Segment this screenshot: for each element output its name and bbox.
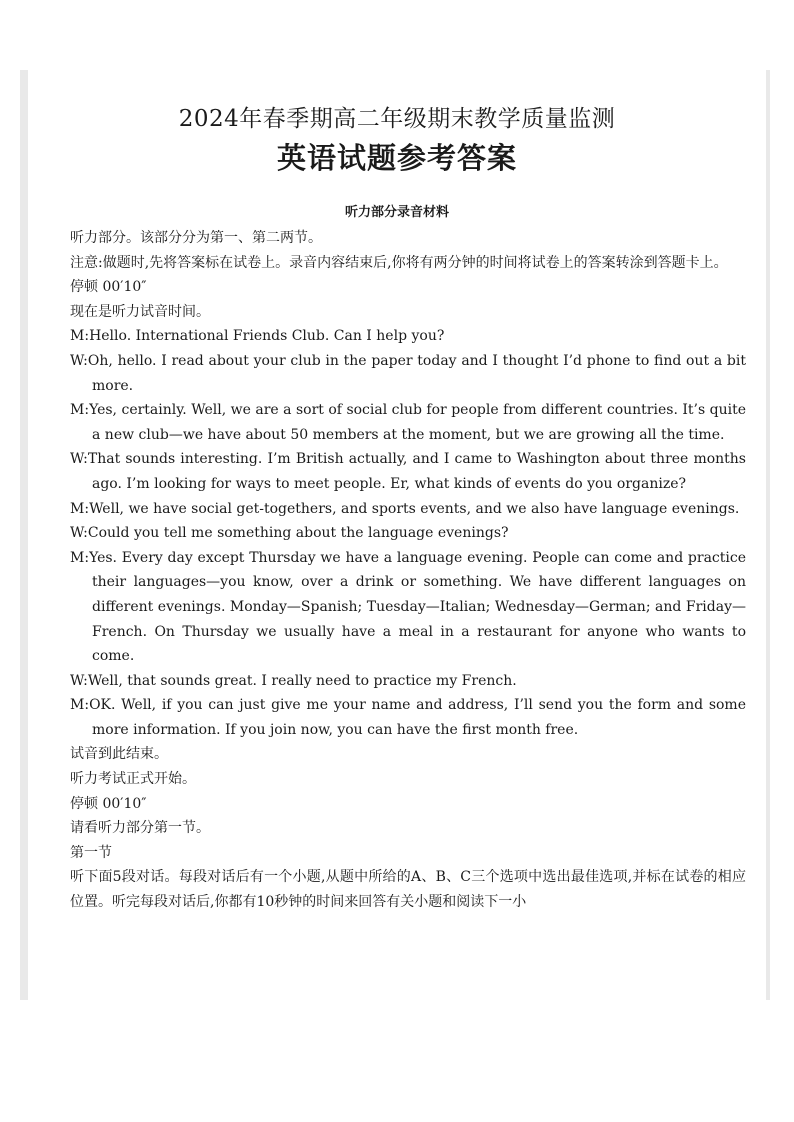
dialogue-line xyxy=(70,398,746,447)
section1-title: 第一节 xyxy=(70,844,112,861)
trial-end-line: 试音到此结束。 xyxy=(70,746,168,763)
speaker-label: W: xyxy=(70,451,88,468)
speaker-label: W: xyxy=(70,525,88,542)
speaker-label: M: xyxy=(70,549,90,566)
dialogue-text: Could you tell me something about the language evenings? xyxy=(87,525,509,542)
dialogue-text: Hello. International Friends Club. Can I help you? xyxy=(89,328,445,345)
speaker-label: M: xyxy=(70,697,90,714)
dialogue-line xyxy=(70,447,746,496)
speaker-label: M: xyxy=(70,328,90,345)
dialogue-text: OK. Well, if you can just give me your name and address, I’ll send you the form and some more information. If you join now, you can have the first month free. xyxy=(89,697,746,738)
trial-start-line: 现在是听力试音时间。 xyxy=(70,303,210,320)
page-edge-left xyxy=(20,70,28,1000)
dialogue-line xyxy=(70,349,746,398)
answer-key-title: 英语试题参考答案 xyxy=(276,141,517,175)
speaker-label: W: xyxy=(70,672,88,689)
dialogue-text: Well, that sounds great. I really need to practice my French. xyxy=(87,672,517,689)
section1-instructions: 听下面5段对话。每段对话后有一个小题,从题中所给的A、B、C三个选项中选出最佳选项,并标在试卷的相应位置。听完每段对话后,你都有10秒钟的时间来回答有关小题和阅读下一小 xyxy=(70,869,746,911)
exam-start-line: 听力考试正式开始。 xyxy=(70,771,196,788)
dialogue-line xyxy=(70,669,746,694)
dialogue-line xyxy=(70,546,746,669)
dialogue-line xyxy=(70,521,746,546)
dialogue-text: Yes. Every day except Thursday we have a language evening. People can come and practice their languages—you know, over a drink or something. We have different languages on different evenings. Monday—Spanish; Tuesday—Italian; Wednesday—German; and Friday—French. On Thursday we usually have a meal in a restaurant for anyone who wants to come. xyxy=(89,549,746,665)
document-body xyxy=(70,226,746,915)
section1-prompt: 请看听力部分第一节。 xyxy=(70,820,210,837)
speaker-label: W: xyxy=(70,352,88,369)
section-heading: 听力部分录音材料 xyxy=(344,205,449,220)
exam-title: 2024年春季期高二年级期末教学质量监测 xyxy=(178,106,616,132)
pause-line: 停顿 00′10″ xyxy=(70,279,147,296)
note-paragraph: 注意:做题时,先将答案标在试卷上。录音内容结束后,你将有两分钟的时间将试卷上的答案转涂到答题卡上。 xyxy=(70,254,728,271)
dialogue-line xyxy=(70,324,746,349)
speaker-label: M: xyxy=(70,402,90,419)
dialogue-line xyxy=(70,693,746,742)
dialogue-text: Well, we have social get-togethers, and sports events, and we also have language evenings. xyxy=(89,500,740,517)
dialogue-text: That sounds interesting. I’m British actually, and I came to Washington about three months ago. I’m looking for ways to meet people. Er, what kinds of events do you organize? xyxy=(87,451,746,492)
pause-line: 停顿 00′10″ xyxy=(70,795,147,812)
dialogue-text: Oh, hello. I read about your club in the paper today and I thought I’d phone to find out a bit more. xyxy=(87,352,746,394)
speaker-label: M: xyxy=(70,500,90,517)
document-page xyxy=(28,70,766,1000)
dialogue-text: Yes, certainly. Well, we are a sort of social club for people from different countries. It’s quite a new club—we have about 50 members at the moment, but we are growing all the time. xyxy=(89,402,746,443)
dialogue-line xyxy=(70,497,746,522)
intro-line: 听力部分。该部分分为第一、第二两节。 xyxy=(70,230,322,246)
